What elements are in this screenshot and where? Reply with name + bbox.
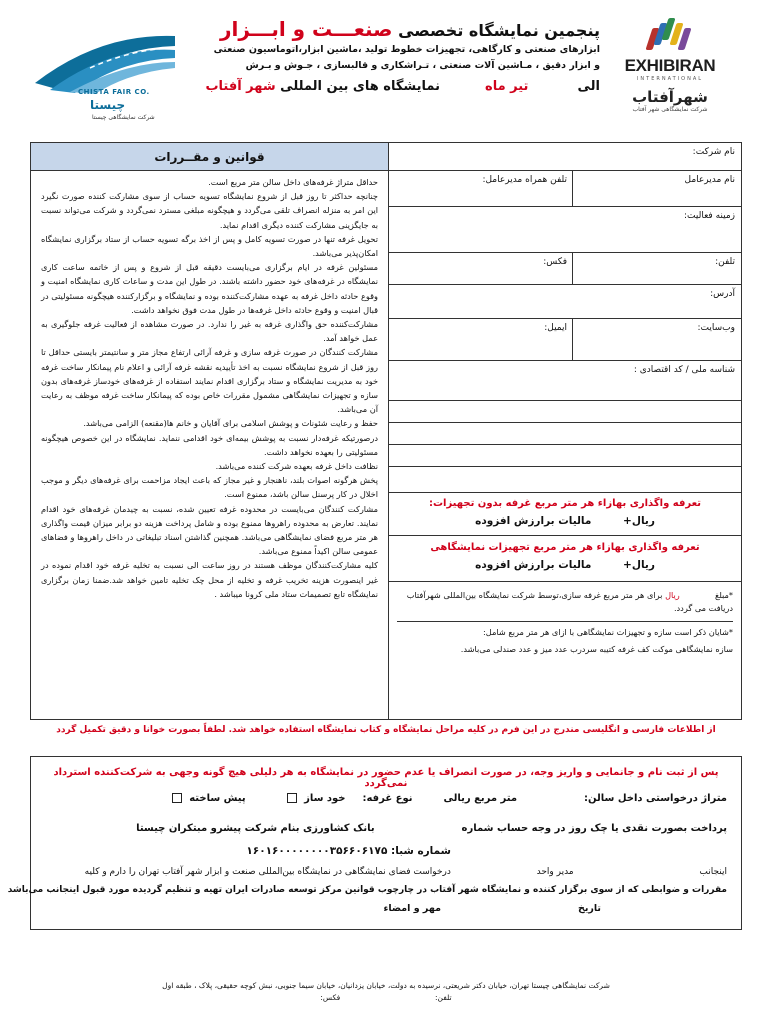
blank-row[interactable] [389,445,741,467]
exhibition-topics-1: ابزارهای صنعتی و کارگاهی، تجهیزات خطوط تولید ،ماشین ابزار،اتوماسیون صنعتی [213,44,600,55]
phone-field[interactable]: تلفن: [715,257,735,267]
shahr-aftab-sub: شرکت نمایشگاهی شهر آفتاب [632,106,708,113]
applicant-label: اینجانب [699,867,727,877]
divider [389,535,741,536]
area-unit: متر مربع ریالی [443,793,518,804]
blank-row[interactable] [389,467,741,493]
footer-phone: تلفن: [435,993,452,1002]
booth-type-label: نوع غرفه: [362,793,413,804]
rules-body [31,171,388,601]
rule-item: مشارکت‌کننده حق واگذاری غرفه به غیر را ندارد. در صورت مشاهده از فعالیت غرفه جلوگیری به عمل خواهد آمد. [41,319,378,344]
chista-logo [30,28,190,138]
rule-item: مشارکت کنندگان در صورت غرفه سازی و غرفه آرائی ارتفاع مجاز متر و سانتیمتر بایستی حداقل تا روز قبل از شروع نمایشگاه نسبت به اخذ تأییدیه نقشه غرفه آرائی و اعلام نام پیمانکار ساخت غرفه خود به مدیریت نمایشگاه و ستاد برگزاری اقدام نمایند استفاده از غرفه‌های خودساز غرفه‌های بدون سازه و تجهیزات نمایشگاهی مشمول مقررات خاص بوده که پیمانکار ساخت غرفه موظف به رعایت آن می‌باشد. [41,347,378,415]
national-id-label: شناسه ملی / کد اقتصادی : [633,365,735,375]
self-build-checkbox[interactable] [287,793,297,803]
tariff-vat: مالیات برارزش افزوده [475,559,592,571]
exhibiran-name: EXHIBIRAN [624,56,716,75]
rules-title: قوانین و مقــررات [31,143,388,171]
tariff-rial: ریال+ [623,559,655,571]
activity-label: زمینه فعالیت: [684,211,735,221]
booth-notes [389,585,741,660]
exhibiran-mark-icon [647,14,693,54]
form-warning: از اطلاعات فارسی و انگلیسی مندرج در این فرم در کلیه مراحل نمایشگاه و کتاب نمایشگاه استفاده خواهد شد. لطفاً بصورت خوانا و دقیق تکمیل گردد [56,725,716,735]
exhibition-month: تیر ماه [485,79,529,94]
exhibition-title-red: صنعـــت و ابـــزار [220,17,393,41]
web-row [389,319,741,361]
exhibition-title: پنجمین نمایشگاه تخصصی صنعـــت و ابـــزار [220,17,600,41]
header-text [205,17,600,96]
area-row [168,793,727,804]
divider [389,581,741,582]
refund-warning: پس از ثبت نام و جانمایی و واریز وجه، در صورت انصراف یا عدم حضور در نمایشگاه به هر دلیلی هیچ گونه وجهی به شرکت‌کننده استرداد نمی‌گردد [53,767,719,789]
rule-item: چنانچه حداکثر تا روز قبل از شروع نمایشگاه تسویه حساب از سوی مشارکت کننده صورت نگیرد این امر به منزله انصراف تلقی می‌گردد و هیچگونه مبلغی مسترد نمی‌گردد و شرکت می‌تواند نسبت به جایگزینی مشارکت کننده دیگری اقدام نماید. [41,191,378,230]
exhibition-venue: الی تیر ماه نمایشگاه های بین المللی شهر آفتاب [205,79,600,94]
registration-form [30,142,742,720]
rule-item: تحویل غرفه تنها در صورت تسویه کامل و پس از اخذ برگه تسویه حساب از ستاد برگزاری نمایشگاه امکان‌پذیر می‌باشد. [41,233,378,259]
rule-item: پخش هرگونه اصوات بلند، ناهنجار و غیر مجاز که باعث ایجاد مزاحمت برای غرفه‌های دیگر و موجب اخلال در کار پرسنل سالن باشد، ممنوع است. [41,475,378,500]
bank-text: بانک کشاورزی بنام شرکت پیشرو مبتکران چیستا [136,823,375,834]
exhibition-topics-2: و ابزار دقیق ، مـاشین آلات صنعتی ، تـراشکاری و قالبسازی ، جـوش و بـرش [245,60,600,71]
email-field[interactable]: ایمیل: [544,323,567,333]
note-equipment: *شایان ذکر است سازه و تجهیزات نمایشگاهی با ازای هر متر مربع شامل: [397,621,733,639]
page-header [0,8,768,138]
tariff-with-equipment-title: تعرفه واگذاری بهازاء هر متر مربع تجهیزات نمایشگاهی [430,542,700,553]
sheba-number: شماره شبا: ۱۶۰۱۶۰۰۰۰۰۰۰۰۳۵۶۶۰۶۱۷۵ [246,845,451,857]
activity-field[interactable] [389,207,741,253]
address-field[interactable] [389,285,741,319]
company-label: نام شرکت: [692,147,735,157]
shahr-aftab-name: شهرآفتاب [632,88,708,106]
page-footer [30,980,742,1004]
blank-row[interactable] [389,423,741,445]
manager-label: مدیر واحد [536,867,574,877]
rules-panel [31,143,389,719]
request-row [85,867,727,877]
signature-label[interactable]: مهر و امضاء [383,903,441,914]
chista-name: CHISTA FAIR CO. [78,88,150,96]
rule-item: نظافت داخل غرفه بعهده شرکت کننده می‌باشد. [215,461,378,472]
national-id-field[interactable] [389,361,741,401]
ceo-row [389,171,741,207]
exhibiran-logo [620,14,720,132]
website-field[interactable]: وب‌سایت: [697,323,735,333]
rule-item: کلیه مشارکت‌کنندگان موظف هستند در روز ساعت الی نسبت به تخلیه غرفه خود اقدام نموده در غیر اینصورت هزینه تخریب غرفه و تخلیه از محل چک تخلیه تامین خواهد شد.ضمنا زمان برگزاری نمایشگاه تابع تصمیمات ستاد ملی کرونا میباشد . [41,560,378,599]
footer-fax: فکس: [320,993,341,1002]
payment-row [136,823,727,834]
address-label: آدرس: [710,289,735,299]
date-label[interactable]: تاریخ [577,903,601,914]
blank-row[interactable] [389,401,741,423]
footer-address: شرکت نمایشگاهی چیستا تهران، خیابان دکتر شریعتی، نرسیده به دولت، خیابان یزدانیان، خیابان سیما جنوبی، نبش کوچه حقیقی، پلاک ، طبقه اول [162,981,610,990]
fields-panel [389,143,741,719]
terms-text: مقررات و ضوابطی که از سوی برگزار کننده و نمایشگاه شهر آفتاب در چارچوب قوانین مرکز توسعه صادرات ایران تهیه و تنظیم گردیده مورد قبول اینجانب می‌باشد [7,885,727,895]
request-text: درخواست فضای نمایشگاهی در نمایشگاه بین‌المللی صنعت و ابزار شهر آفتاب تهران را دارم و کلیه [84,867,451,877]
rule-item: حداقل متراژ غرفه‌های داخل سالن متر مربع است. [208,177,378,187]
note-equipment-items: سازه نمایشگاهی موکت کف غرفه کتیبه سردرب عدد میز و عدد صندلی می‌باشد. [460,644,733,654]
ceo-mobile-field[interactable]: تلفن همراه مدیرعامل: [482,175,567,185]
rule-item: مسئولین غرفه در ایام برگزاری می‌بایست دقیقه قبل از شروع و پس از خاتمه ساعت کاری نمایشگاه در غرفه‌های خود حضور داشته باشند. در طول این مدت و ساعات کاری نمایشگاه امنیت و وقوع حادثه داخل غرفه به عهده مشارکت‌کننده بوده و نمایشگاه و برگزارکننده هیچگونه مسئولیتی در قبال امنیت و وقوع حادثه داخل غرفه‌ها در طول مدت فوق نخواهد داشت. [41,262,378,315]
chista-name-fa: چیستا [90,98,126,112]
tariff-with-equipment [389,541,741,575]
tariff-vat: مالیات برارزش افزوده [475,515,592,527]
company-field[interactable] [389,143,741,171]
exhibiran-sub: INTERNATIONAL [636,76,704,82]
footer-contacts [30,992,742,1004]
area-label: متراژ درخواستی داخل سالن: [584,793,727,804]
tariff-rial: ریال+ [623,515,655,527]
prebuilt-checkbox[interactable] [172,793,182,803]
rule-item: درصورتیکه غرفه‌دار نسبت به پوشش بیمه‌ای خود اقدامی ننماید. نمایشگاه در این خصوص هیچگونه مسئولیتی را بعهده نخواهد داشت. [41,432,378,457]
prebuilt-label: پیش ساخته [189,793,246,804]
rule-item: مشارکت کنندگان می‌بایست در محدوده غرفه تعیین شده، نسبت به چیدمان غرفه‌های خود اقدام نمایند. تعارض به محدوده راهروها ممنوع بوده و شامل پرداخت هزینه دو برابر میزان قیمت واگذاری هر متر مربع فضای نمایشگاهی می‌باشد. همچنین گذاشتن اسناد تبلیغاتی در داخل راهروها و فضاهای عمومی سالن اکیداً ممنوع می‌باشد. [41,503,378,557]
rule-item: حفظ و رعایت شئونات و پوشش اسلامی برای آقایان و خانم ها(مقنعه) الزامی می‌باشد. [83,418,378,429]
ceo-field[interactable]: نام مدیرعامل [684,175,735,185]
self-build-label: خود ساز [304,793,346,804]
tariff-no-equipment-title: تعرفه واگذاری بهازاء هر متر مربع غرفه بدون تجهیزات: [428,498,701,509]
fax-field[interactable]: فکس: [543,257,567,267]
application-box [7,756,742,930]
chista-sub-fa: شرکت نمایشگاهی چیستا [92,114,155,121]
phone-row [389,253,741,285]
payment-text: پرداخت بصورت نقدی یا چک روز در وجه حساب شماره [461,823,727,834]
note-build-fee: *مبلغ ریال برای هر متر مربع غرفه سازی،توسط شرکت نمایشگاه بین‌المللی شهرآفتاب دریافت می گردد. [406,590,733,613]
tariff-no-equipment [389,497,741,531]
